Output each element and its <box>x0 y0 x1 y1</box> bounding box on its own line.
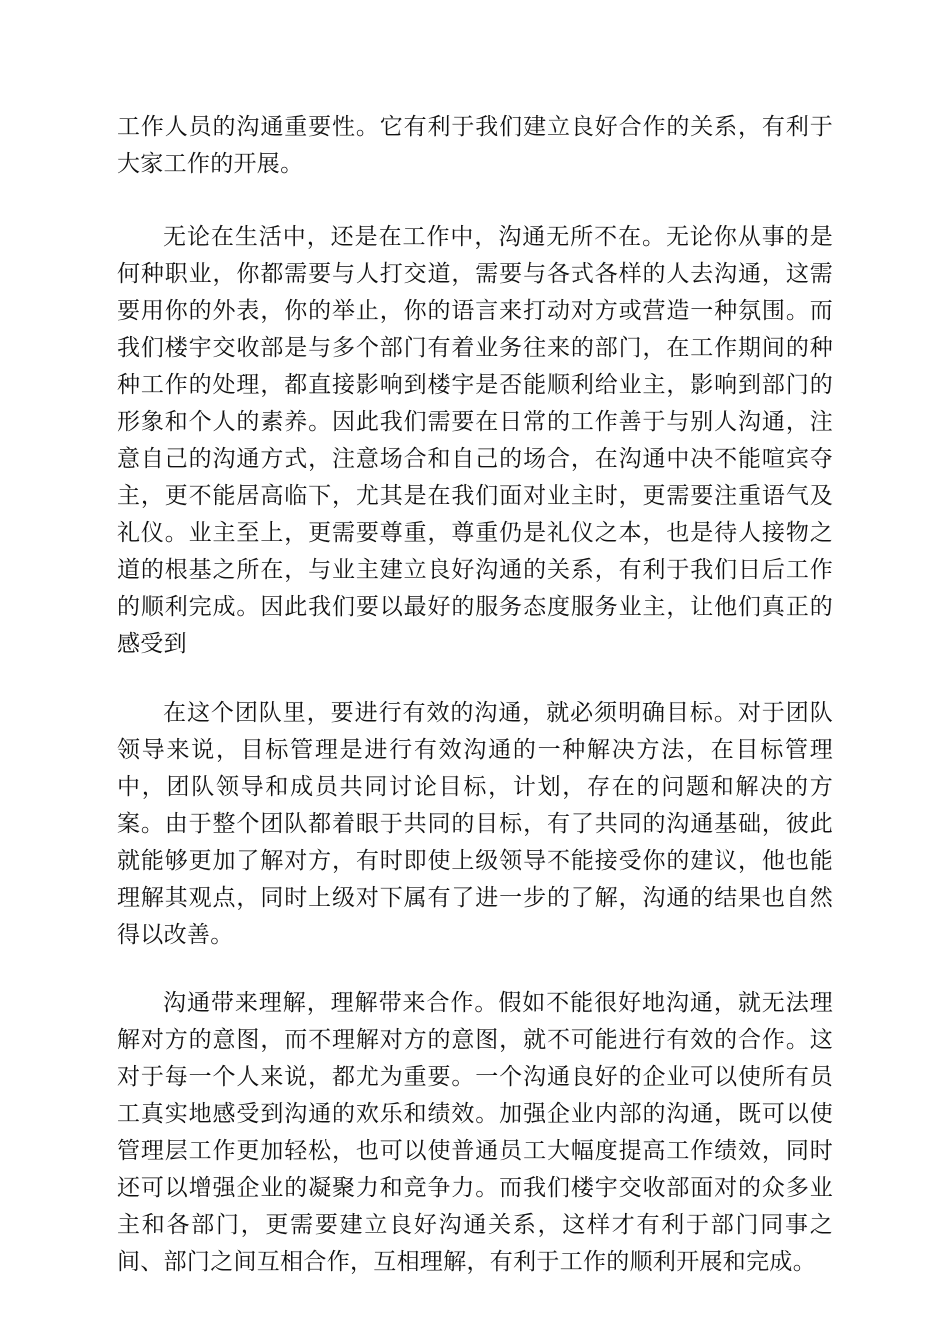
paragraph-team-goals: 在这个团队里，要进行有效的沟通，就必须明确目标。对于团队领导来说，目标管理是进行有效沟通的一种解决方法，在目标管理中，团队领导和成员共同讨论目标，计划，存在的问题和解决的方案。由于整个团队都着眼于共同的目标，有了共同的沟通基础，彼此就能够更加了解对方，有时即使上级领导不能接受你的建议，他也能理解其观点，同时上级对下属有了进一步的了解，沟通的结果也自然得以改善。 <box>117 700 833 948</box>
paragraph-understanding-cooperation: 沟通带来理解，理解带来合作。假如不能很好地沟通，就无法理解对方的意图，而不理解对方的意图，就不可能进行有效的合作。这对于每一个人来说，都尤为重要。一个沟通良好的企业可以使所有员工真实地感受到沟通的欢乐和绩效。加强企业内部的沟通，既可以使管理层工作更加轻松，也可以使普通员工大幅度提高工作绩效，同时还可以增强企业的凝聚力和竞争力。而我们楼宇交收部面对的众多业主和各部门，更需要建立良好沟通关系，这样才有利于部门同事之间、部门之间互相合作，互相理解，有利于工作的顺利开展和完成。 <box>117 990 833 1275</box>
document-page <box>117 109 833 1281</box>
paragraph-communication-everywhere: 无论在生活中，还是在工作中，沟通无所不在。无论你从事的是何种职业，你都需要与人打交道，需要与各式各样的人去沟通，这需要用你的外表，你的举止，你的语言来打动对方或营造一种氛围。而我们楼宇交收部是与多个部门有着业务往来的部门，在工作期间的种种工作的处理，都直接影响到楼宇是否能顺利给业主，影响到部门的形象和个人的素养。因此我们需要在日常的工作善于与别人沟通，注意自己的沟通方式，注意场合和自己的场合，在沟通中决不能喧宾夺主，更不能居高临下，尤其是在我们面对业主时，更需要注重语气及礼仪。业主至上，更需要尊重，尊重仍是礼仪之本，也是待人接物之道的根基之所在，与业主建立良好沟通的关系，有利于我们日后工作的顺利完成。因此我们要以最好的服务态度服务业主，让他们真正的感受到 <box>117 224 833 657</box>
paragraph-continuation: 工作人员的沟通重要性。它有利于我们建立良好合作的关系，有利于大家工作的开展。 <box>117 114 833 177</box>
